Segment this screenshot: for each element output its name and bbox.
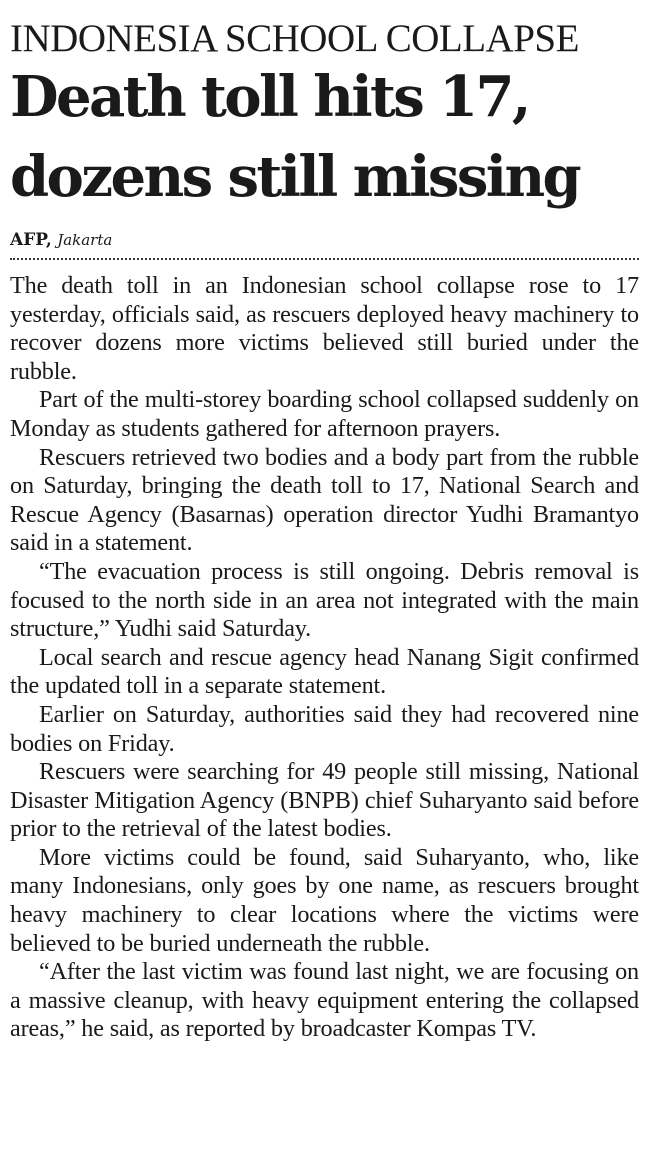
paragraph-7: Rescuers were searching for 49 people still missing, National Disaster Mitigation Agency (BNPB) chief Suharyanto said before prior to the retrieval of the latest bodies. bbox=[10, 758, 639, 843]
paragraph-2: Part of the multi-storey boarding school collapsed suddenly on Monday as students gathered for afternoon prayers. bbox=[10, 386, 639, 442]
paragraph-8: More victims could be found, said Suharyanto, who, like many Indonesians, only goes by one name, as rescuers brought heavy machinery to clear locations where the victims were believed to be buried underneath the rubble. bbox=[10, 843, 639, 957]
paragraph-3: Rescuers retrieved two bodies and a body part from the rubble on Saturday, bringing the death toll to 17, National Search and Rescue Agency (Basarnas) operation director Yudhi Bramantyo said in a statement. bbox=[10, 443, 639, 557]
article-body bbox=[10, 272, 639, 1044]
article-headline bbox=[10, 57, 639, 217]
article-byline bbox=[10, 229, 639, 251]
dotted-divider bbox=[10, 258, 639, 260]
paragraph-1: The death toll in an Indonesian school collapse rose to 17 yesterday, officials said, as rescuers deployed heavy machinery to recover dozens more victims believed still buried under the rubble. bbox=[10, 272, 639, 385]
headline-line-1: Death toll hits 17, bbox=[10, 64, 529, 130]
paragraph-9: “After the last victim was found last night, we are focusing on a massive cleanup, with heavy equipment entering the collapsed areas,” he said, as reported by broadcaster Kompas TV. bbox=[10, 958, 639, 1043]
news-article bbox=[10, 0, 639, 1169]
article-kicker: INDONESIA SCHOOL COLLAPSE bbox=[10, 17, 579, 60]
byline-city: Jakarta bbox=[57, 231, 113, 249]
paragraph-6: Earlier on Saturday, authorities said they had recovered nine bodies on Friday. bbox=[10, 700, 639, 757]
headline-line-2: dozens still missing bbox=[10, 144, 580, 210]
byline-agency: AFP, bbox=[10, 230, 52, 250]
paragraph-4: “The evacuation process is still ongoing. Debris removal is focused to the north side in an area not integrated with the main structure,” Yudhi said Saturday. bbox=[10, 557, 639, 643]
paragraph-5: Local search and rescue agency head Nanang Sigit confirmed the updated toll in a separate statement. bbox=[10, 643, 639, 700]
